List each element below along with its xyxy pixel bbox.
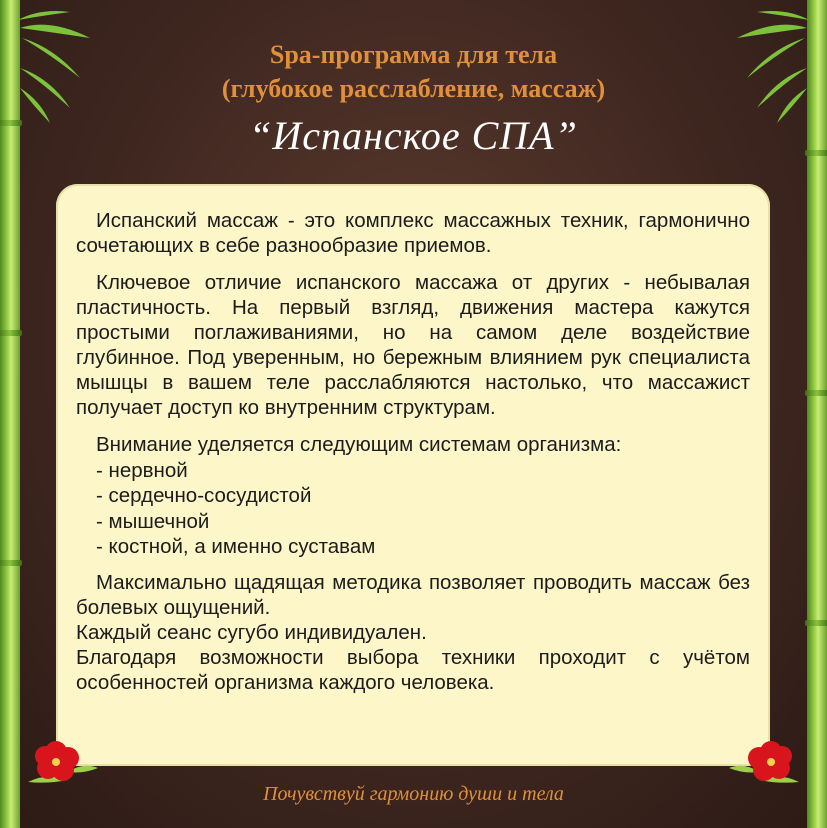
program-title: “Испанское СПА” [249,113,578,158]
closing-paragraphs [76,570,750,695]
program-subtitle [0,38,827,106]
slogan: Почувствуй гармонию души и тела [263,783,564,805]
attention-intro: Внимание уделяется следующим системам организма: [96,433,622,456]
list-item: - нервной [96,458,188,482]
paragraph-method: Максимально щадящая методика позволяет проводить массаж без болевых ощущений. [76,570,750,619]
paragraph-individual: Каждый сеанс сугубо индивидуален. [76,620,427,644]
paragraph-technique: Благодаря возможности выбора техники проходит с учётом особенностей организма каждого человека. [76,645,750,694]
list-item: - костной, а именно суставам [96,535,376,558]
list-item: - сердечно-сосудистой [96,484,312,507]
subtitle-line-1: Spa-программа для тела [269,40,558,69]
list-item: - мышечной [96,509,210,533]
subtitle-line-2: (глубокое расслабление, массаж) [221,74,606,103]
description-text [76,208,750,695]
paragraph-intro: Испанский массаж - это комплекс массажных техник, гармонично сочетающих в себе разнообразие приемов. [76,209,750,257]
attention-list [76,432,750,560]
paragraph-difference: Ключевое отличие испанского массажа от других - небывалая пластичность. На первый взгляд, движения мастера кажутся простыми поглаживаниями, но на самом деле воздействие глубинное. Под уверенным, но бережным влиянием рук специалиста мышцы в вашем теле расслабляются настолько, что массажист получает доступ ко внутренним структурам. [76,271,750,419]
